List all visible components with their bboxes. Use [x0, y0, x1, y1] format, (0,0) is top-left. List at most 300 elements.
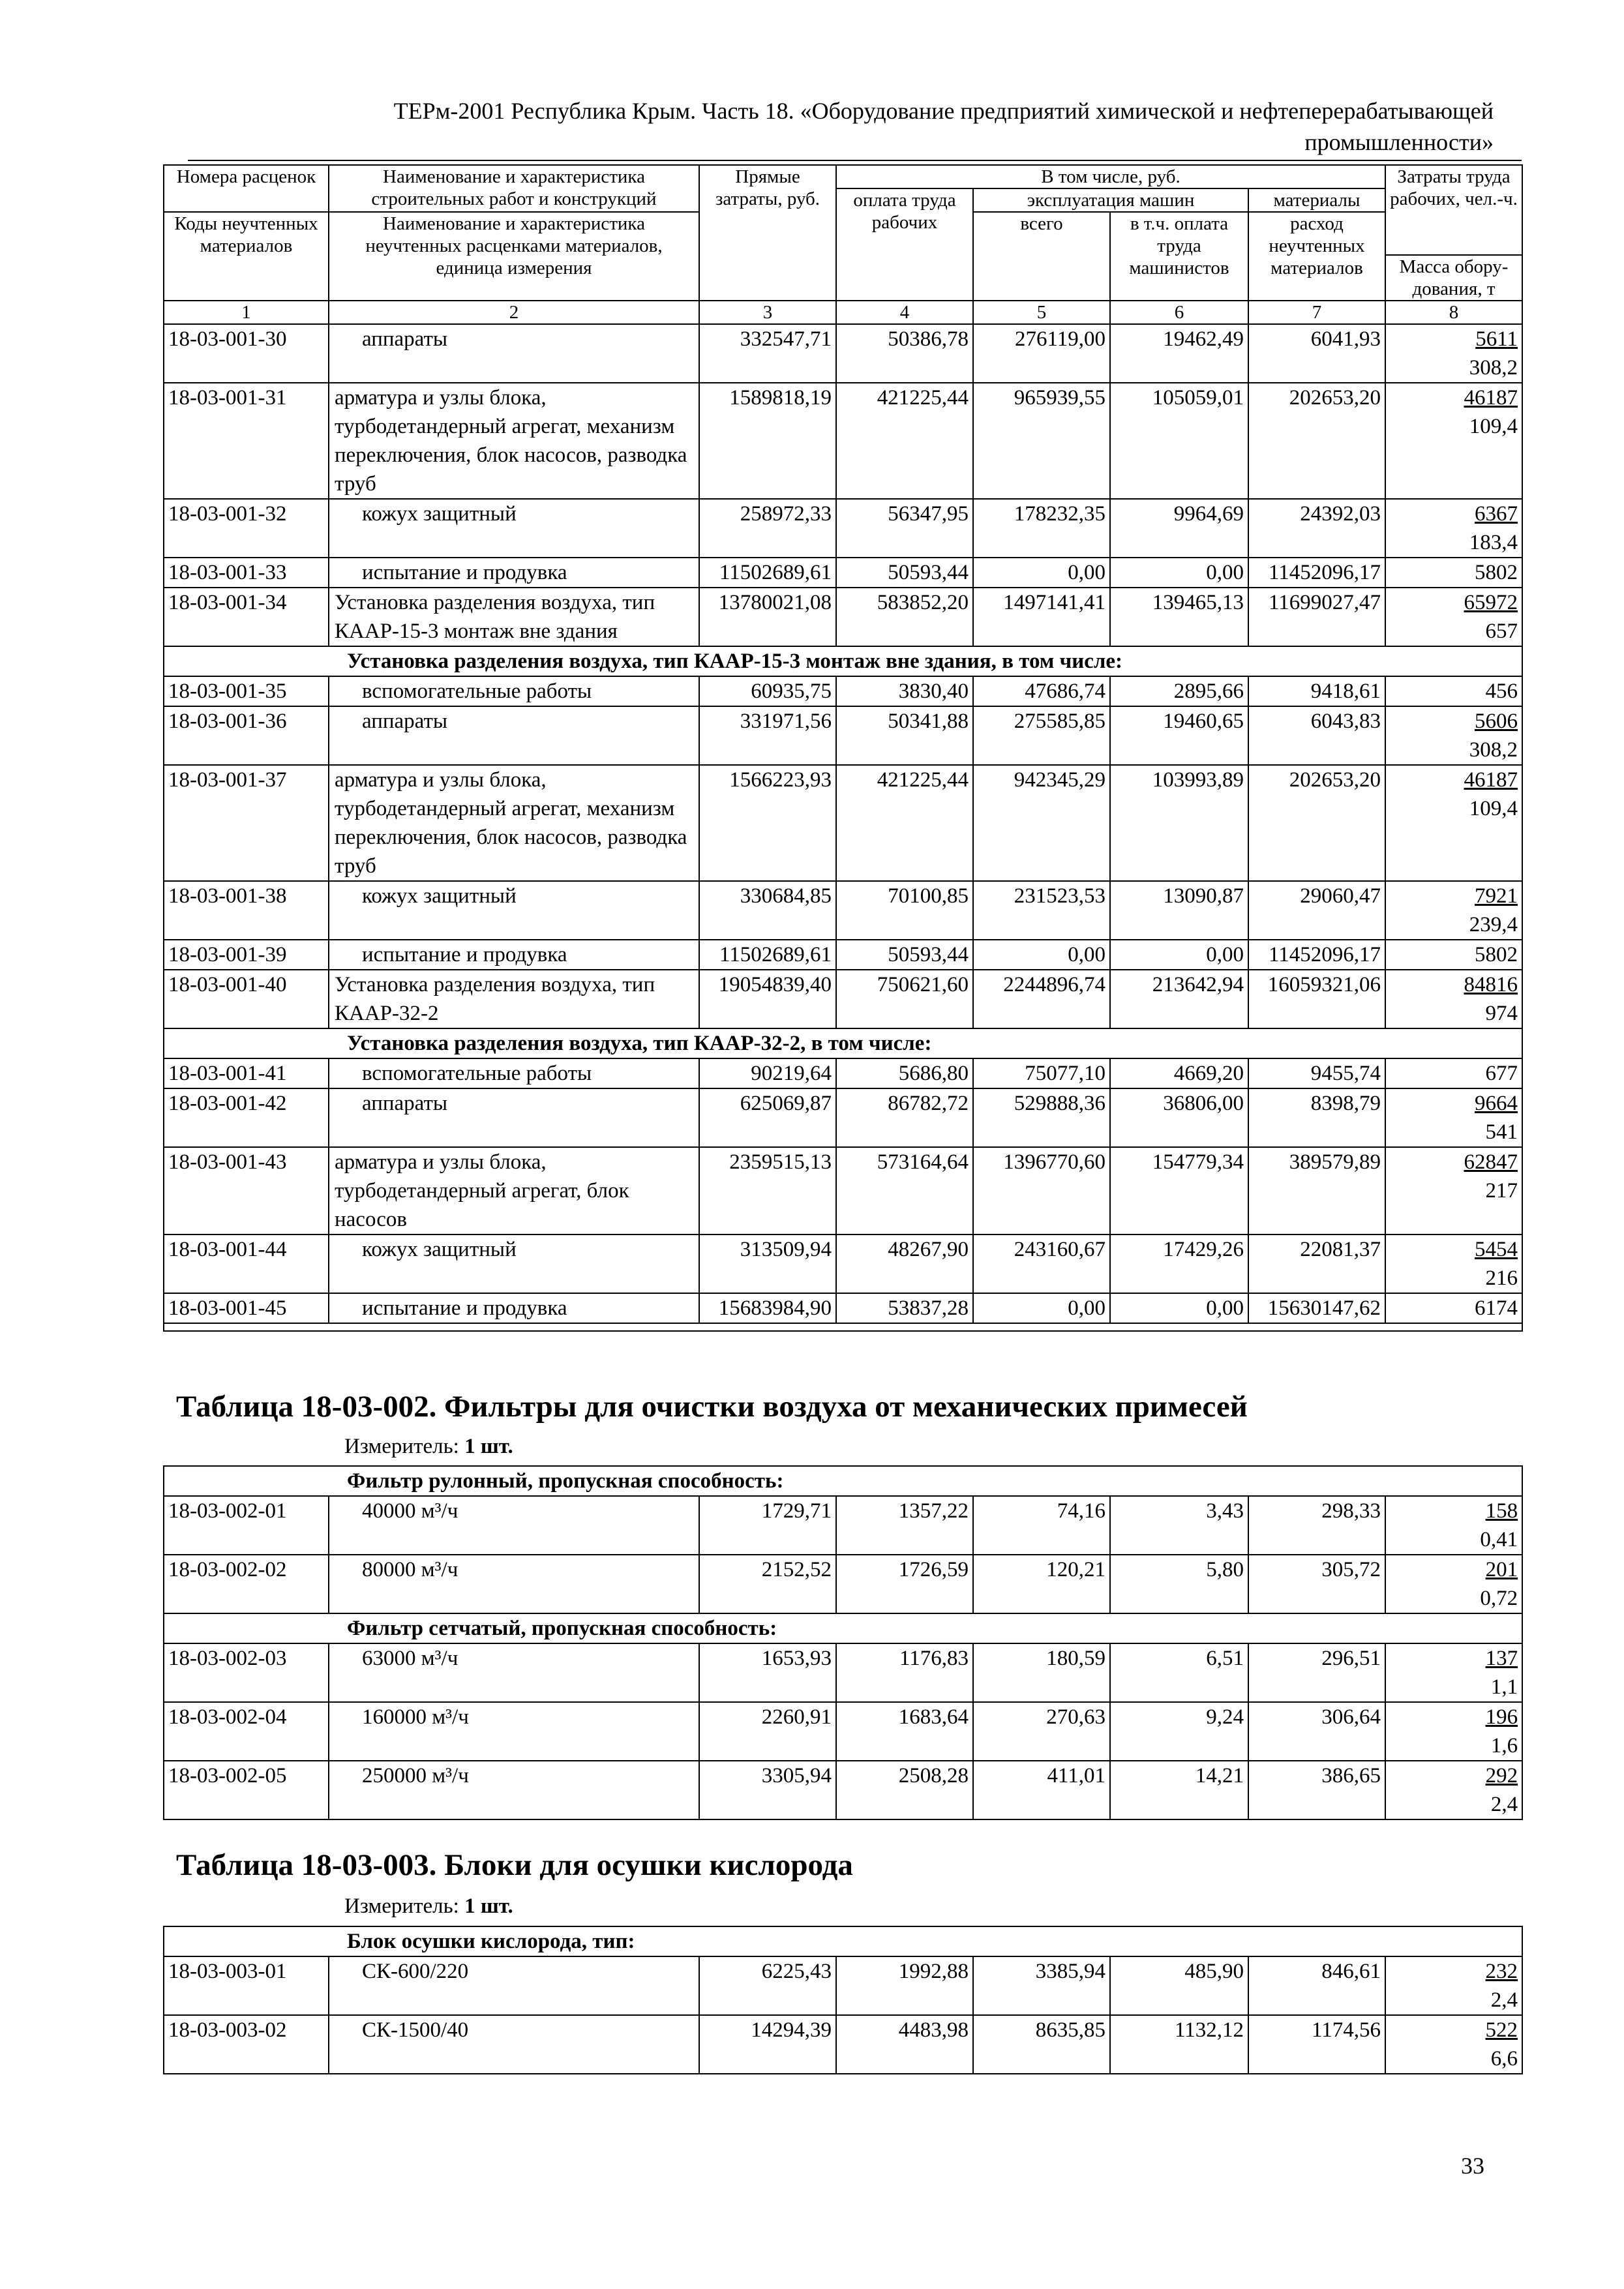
- cost-v5: 74,16: [973, 1496, 1110, 1555]
- cost-v4: 70100,85: [836, 881, 973, 940]
- cost-v6: 103993,89: [1110, 765, 1248, 881]
- cost-v5: 2244896,74: [973, 970, 1110, 1028]
- rate-code: 18-03-002-03: [164, 1643, 329, 1702]
- spacer-cell: [164, 1323, 1522, 1331]
- section-row: [164, 1613, 1522, 1643]
- labor-value: 6367: [1475, 502, 1518, 526]
- cost-v5: 942345,29: [973, 765, 1110, 881]
- col-num: 4: [836, 301, 973, 324]
- table-row: [164, 2015, 1522, 2074]
- labor-value: 677: [1485, 1062, 1518, 1085]
- rate-code: 18-03-001-35: [164, 676, 329, 706]
- labor-value: 158: [1485, 1499, 1518, 1523]
- table-row: [164, 1058, 1522, 1088]
- labor-value: 62847: [1464, 1150, 1518, 1174]
- rate-name: кожух защитный: [329, 499, 699, 558]
- rate-code: 18-03-001-39: [164, 940, 329, 970]
- page-header: [163, 95, 1494, 158]
- table-3-measure: [344, 1894, 513, 1919]
- cost-v4: 2508,28: [836, 1761, 973, 1819]
- cost-v6: 9,24: [1110, 1702, 1248, 1761]
- labor-value: 9664: [1475, 1092, 1518, 1115]
- cost-v4: 573164,64: [836, 1147, 973, 1234]
- labor-mass-cell: [1385, 1761, 1522, 1819]
- rate-code: 18-03-001-36: [164, 706, 329, 765]
- cost-v7: 11452096,17: [1248, 940, 1385, 970]
- table-row: [164, 970, 1522, 1028]
- cost-v7: 24392,03: [1248, 499, 1385, 558]
- labor-mass-cell: [1385, 2015, 1522, 2074]
- cost-v5: 47686,74: [973, 676, 1110, 706]
- section-heading: Установка разделения воздуха, тип КААР-15-3 монтаж вне здания, в том числе:: [164, 646, 1522, 676]
- labor-mass-cell: [1385, 383, 1522, 499]
- cost-v7: 846,61: [1248, 1956, 1385, 2015]
- section-heading: Блок осушки кислорода, тип:: [164, 1926, 1522, 1956]
- cost-v6: 105059,01: [1110, 383, 1248, 499]
- rate-code: 18-03-001-31: [164, 383, 329, 499]
- table-row: [164, 324, 1522, 383]
- labor-mass-cell: [1385, 1496, 1522, 1555]
- rate-code: 18-03-001-30: [164, 324, 329, 383]
- labor-value: 292: [1485, 1764, 1518, 1788]
- cost-v7: 202653,20: [1248, 765, 1385, 881]
- cost-v6: 1132,12: [1110, 2015, 1248, 2074]
- mass-value: 6,6: [1490, 2047, 1518, 2071]
- cost-v7: 8398,79: [1248, 1088, 1385, 1147]
- cost-v4: 48267,90: [836, 1234, 973, 1293]
- rate-name: 63000 м³/ч: [329, 1643, 699, 1702]
- rate-code: 18-03-001-40: [164, 970, 329, 1028]
- table-row: [164, 1496, 1522, 1555]
- cost-v4: 5686,80: [836, 1058, 973, 1088]
- cost-v3: 1589818,19: [699, 383, 836, 499]
- rate-name: 80000 м³/ч: [329, 1555, 699, 1613]
- table-row: [164, 706, 1522, 765]
- rates-table-2: [163, 1465, 1523, 1820]
- cost-v4: 1683,64: [836, 1702, 973, 1761]
- cost-v5: 276119,00: [973, 324, 1110, 383]
- rate-code: 18-03-001-42: [164, 1088, 329, 1147]
- labor-mass-cell: [1385, 1643, 1522, 1702]
- rate-name: арматура и узлы блока, турбодетандерный агрегат, механизм переключения, блок насосов, разводка труб: [329, 383, 699, 499]
- labor-mass-cell: [1385, 940, 1522, 970]
- cost-v4: 56347,95: [836, 499, 973, 558]
- cost-v5: 270,63: [973, 1702, 1110, 1761]
- labor-value: 46187: [1464, 768, 1518, 792]
- cost-v3: 19054839,40: [699, 970, 836, 1028]
- cost-v6: 154779,34: [1110, 1147, 1248, 1234]
- cost-v5: 1396770,60: [973, 1147, 1110, 1234]
- cost-v6: 485,90: [1110, 1956, 1248, 2015]
- table-row: [164, 765, 1522, 881]
- rate-name: СК-600/220: [329, 1956, 699, 2015]
- rate-name: арматура и узлы блока, турбодетандерный агрегат, механизм переключения, блок насосов, разводка труб: [329, 765, 699, 881]
- col-5: всего: [973, 212, 1110, 301]
- mass-value: 0,72: [1480, 1587, 1518, 1610]
- rates-table-1: [163, 164, 1523, 1332]
- cost-v6: 9964,69: [1110, 499, 1248, 558]
- cost-v3: 1653,93: [699, 1643, 836, 1702]
- section-heading: Фильтр сетчатый, пропускная способность:: [164, 1613, 1522, 1643]
- rate-code: 18-03-001-34: [164, 588, 329, 646]
- rate-code: 18-03-001-32: [164, 499, 329, 558]
- cost-v5: 275585,85: [973, 706, 1110, 765]
- cost-v7: 389579,89: [1248, 1147, 1385, 1234]
- cost-v3: 330684,85: [699, 881, 836, 940]
- rate-code: 18-03-003-02: [164, 2015, 329, 2074]
- cost-v7: 16059321,06: [1248, 970, 1385, 1028]
- labor-value: 6174: [1475, 1296, 1518, 1320]
- labor-mass-cell: [1385, 1702, 1522, 1761]
- col-4: оплата труда рабочих: [836, 188, 973, 301]
- labor-mass-cell: [1385, 1058, 1522, 1088]
- mass-value: 1,1: [1490, 1675, 1518, 1699]
- section-heading: Фильтр рулонный, пропускная способность:: [164, 1466, 1522, 1496]
- cost-v3: 90219,64: [699, 1058, 836, 1088]
- cost-v7: 11699027,47: [1248, 588, 1385, 646]
- rate-code: 18-03-001-41: [164, 1058, 329, 1088]
- cost-v5: 178232,35: [973, 499, 1110, 558]
- header-rule: [188, 160, 1522, 161]
- cost-v6: 19462,49: [1110, 324, 1248, 383]
- mass-value: 657: [1485, 620, 1518, 643]
- table-row: [164, 558, 1522, 588]
- col-2-bottom: Наименование и характеристика неучтенных расценками материалов, единица измерения: [329, 212, 699, 301]
- cost-v5: 1497141,41: [973, 588, 1110, 646]
- cost-v7: 298,33: [1248, 1496, 1385, 1555]
- cost-v5: 231523,53: [973, 881, 1110, 940]
- labor-value: 5802: [1475, 561, 1518, 584]
- rate-name: вспомогательные работы: [329, 676, 699, 706]
- cost-v4: 1726,59: [836, 1555, 973, 1613]
- cost-v4: 583852,20: [836, 588, 973, 646]
- col-num: 8: [1385, 301, 1522, 324]
- labor-value: 232: [1485, 1960, 1518, 1983]
- col-num: 1: [164, 301, 329, 324]
- cost-v4: 53837,28: [836, 1293, 973, 1323]
- cost-v6: 19460,65: [1110, 706, 1248, 765]
- mass-value: 183,4: [1469, 531, 1518, 554]
- cost-v7: 15630147,62: [1248, 1293, 1385, 1323]
- cost-v3: 3305,94: [699, 1761, 836, 1819]
- col-num: 5: [973, 301, 1110, 324]
- cost-v3: 2359515,13: [699, 1147, 836, 1234]
- table-row: [164, 1643, 1522, 1702]
- cost-v4: 1176,83: [836, 1643, 973, 1702]
- cost-v5: 120,21: [973, 1555, 1110, 1613]
- labor-mass-cell: [1385, 1555, 1522, 1613]
- table-row: [164, 881, 1522, 940]
- labor-mass-cell: [1385, 1293, 1522, 1323]
- rate-name: кожух защитный: [329, 1234, 699, 1293]
- cost-v3: 332547,71: [699, 324, 836, 383]
- rate-name: 250000 м³/ч: [329, 1761, 699, 1819]
- rate-name: испытание и продувка: [329, 558, 699, 588]
- cost-v6: 139465,13: [1110, 588, 1248, 646]
- labor-mass-cell: [1385, 558, 1522, 588]
- section-row: [164, 1926, 1522, 1956]
- cost-v5: 75077,10: [973, 1058, 1110, 1088]
- cost-v5: 529888,36: [973, 1088, 1110, 1147]
- column-numbers: [164, 301, 1522, 324]
- table-3-body: [164, 1926, 1522, 2074]
- labor-value: 5454: [1475, 1238, 1518, 1261]
- cost-v6: 14,21: [1110, 1761, 1248, 1819]
- cost-v7: 1174,56: [1248, 2015, 1385, 2074]
- mass-value: 0,41: [1480, 1528, 1518, 1551]
- rate-name: аппараты: [329, 324, 699, 383]
- rate-code: 18-03-001-44: [164, 1234, 329, 1293]
- col-materials: материалы: [1248, 188, 1385, 212]
- table-2-title: Таблица 18-03-002. Фильтры для очистки воздуха от механических примесей: [176, 1390, 1248, 1424]
- measure-label: Измеритель:: [344, 1894, 459, 1918]
- cost-v4: 50593,44: [836, 940, 973, 970]
- labor-mass-cell: [1385, 970, 1522, 1028]
- cost-v7: 29060,47: [1248, 881, 1385, 940]
- labor-mass-cell: [1385, 1234, 1522, 1293]
- rate-code: 18-03-001-33: [164, 558, 329, 588]
- table-2-measure: [344, 1435, 513, 1459]
- labor-value: 46187: [1464, 386, 1518, 410]
- rate-name: 40000 м³/ч: [329, 1496, 699, 1555]
- table-3-title: Таблица 18-03-003. Блоки для осушки кислорода: [176, 1848, 853, 1882]
- col-num: 7: [1248, 301, 1385, 324]
- col-6: в т.ч. оплата труда машинистов: [1110, 212, 1248, 301]
- cost-v6: 6,51: [1110, 1643, 1248, 1702]
- rate-code: 18-03-002-02: [164, 1555, 329, 1613]
- rate-name: аппараты: [329, 1088, 699, 1147]
- table-row: [164, 1088, 1522, 1147]
- cost-v7: 6041,93: [1248, 324, 1385, 383]
- cost-v4: 421225,44: [836, 765, 973, 881]
- col-8-top: Затраты труда рабочих, чел.-ч.: [1385, 165, 1522, 255]
- rate-name: аппараты: [329, 706, 699, 765]
- cost-v4: 50341,88: [836, 706, 973, 765]
- table-row: [164, 1761, 1522, 1819]
- rate-code: 18-03-001-43: [164, 1147, 329, 1234]
- rate-code: 18-03-003-01: [164, 1956, 329, 2015]
- cost-v4: 3830,40: [836, 676, 973, 706]
- cost-v4: 50593,44: [836, 558, 973, 588]
- mass-value: 217: [1485, 1179, 1518, 1203]
- table-1-body: [164, 324, 1522, 1331]
- cost-v5: 411,01: [973, 1761, 1110, 1819]
- mass-value: 109,4: [1469, 797, 1518, 820]
- cost-v7: 22081,37: [1248, 1234, 1385, 1293]
- labor-value: 5802: [1475, 943, 1518, 966]
- cost-v3: 11502689,61: [699, 940, 836, 970]
- cost-v5: 0,00: [973, 558, 1110, 588]
- table-row: [164, 1293, 1522, 1323]
- col-7: расход неучтенных материалов: [1248, 212, 1385, 301]
- mass-value: 308,2: [1469, 356, 1518, 380]
- cost-v7: 305,72: [1248, 1555, 1385, 1613]
- mass-value: 2,4: [1490, 1793, 1518, 1816]
- cost-v6: 17429,26: [1110, 1234, 1248, 1293]
- cost-v3: 15683984,90: [699, 1293, 836, 1323]
- measure-label: Измеритель:: [344, 1435, 459, 1458]
- section-row: [164, 646, 1522, 676]
- labor-value: 456: [1485, 680, 1518, 703]
- mass-value: 974: [1485, 1002, 1518, 1025]
- cost-v6: 36806,00: [1110, 1088, 1248, 1147]
- col-num: 3: [699, 301, 836, 324]
- rate-name: вспомогательные работы: [329, 1058, 699, 1088]
- mass-value: 216: [1485, 1266, 1518, 1290]
- cost-v7: 306,64: [1248, 1702, 1385, 1761]
- col-incl: В том числе, руб.: [836, 165, 1385, 188]
- rate-name: кожух защитный: [329, 881, 699, 940]
- labor-mass-cell: [1385, 881, 1522, 940]
- cost-v4: 1357,22: [836, 1496, 973, 1555]
- table-row: [164, 499, 1522, 558]
- cost-v7: 9418,61: [1248, 676, 1385, 706]
- labor-mass-cell: [1385, 676, 1522, 706]
- rate-code: 18-03-001-38: [164, 881, 329, 940]
- rates-table-3: [163, 1926, 1523, 2074]
- table-row: [164, 940, 1522, 970]
- cost-v7: 11452096,17: [1248, 558, 1385, 588]
- cost-v5: 965939,55: [973, 383, 1110, 499]
- cost-v6: 0,00: [1110, 558, 1248, 588]
- labor-value: 65972: [1464, 591, 1518, 614]
- labor-value: 137: [1485, 1647, 1518, 1670]
- cost-v7: 386,65: [1248, 1761, 1385, 1819]
- cost-v3: 60935,75: [699, 676, 836, 706]
- table-2-body: [164, 1466, 1522, 1819]
- cost-v3: 13780021,08: [699, 588, 836, 646]
- mass-value: 1,6: [1490, 1734, 1518, 1758]
- labor-mass-cell: [1385, 1088, 1522, 1147]
- cost-v3: 2152,52: [699, 1555, 836, 1613]
- cost-v6: 13090,87: [1110, 881, 1248, 940]
- cost-v4: 4483,98: [836, 2015, 973, 2074]
- col-3: Прямые затраты, руб.: [699, 165, 836, 301]
- cost-v6: 3,43: [1110, 1496, 1248, 1555]
- table-1-bottom-spacer: [164, 1323, 1522, 1331]
- table-row: [164, 676, 1522, 706]
- cost-v7: 6043,83: [1248, 706, 1385, 765]
- mass-value: 239,4: [1469, 913, 1518, 936]
- table-row: [164, 1555, 1522, 1613]
- cost-v3: 6225,43: [699, 1956, 836, 2015]
- col-2-top: Наименование и характеристика строительных работ и конструкций: [329, 165, 699, 212]
- cost-v6: 213642,94: [1110, 970, 1248, 1028]
- labor-mass-cell: [1385, 499, 1522, 558]
- labor-mass-cell: [1385, 1147, 1522, 1234]
- col-8-bottom: Масса обору-дования, т: [1385, 255, 1522, 301]
- measure-value: 1 шт.: [464, 1894, 513, 1918]
- rate-name: Установка разделения воздуха, тип КААР-32-2: [329, 970, 699, 1028]
- cost-v6: 5,80: [1110, 1555, 1248, 1613]
- rate-name: 160000 м³/ч: [329, 1702, 699, 1761]
- cost-v4: 750621,60: [836, 970, 973, 1028]
- cost-v6: 0,00: [1110, 940, 1248, 970]
- labor-value: 84816: [1464, 973, 1518, 996]
- labor-value: 522: [1485, 2018, 1518, 2042]
- cost-v4: 1992,88: [836, 1956, 973, 2015]
- cost-v3: 11502689,61: [699, 558, 836, 588]
- labor-mass-cell: [1385, 324, 1522, 383]
- col-machines: эксплуатация машин: [973, 188, 1248, 212]
- cost-v6: 2895,66: [1110, 676, 1248, 706]
- cost-v5: 3385,94: [973, 1956, 1110, 2015]
- labor-mass-cell: [1385, 1956, 1522, 2015]
- measure-value: 1 шт.: [464, 1435, 513, 1458]
- header-line-1: ТЕРм-2001 Республика Крым. Часть 18. «Оборудование предприятий химической и нефтеперерабатывающей: [393, 98, 1494, 124]
- cost-v5: 0,00: [973, 1293, 1110, 1323]
- cost-v3: 331971,56: [699, 706, 836, 765]
- labor-value: 5606: [1475, 710, 1518, 733]
- cost-v3: 313509,94: [699, 1234, 836, 1293]
- table-row: [164, 1147, 1522, 1234]
- labor-value: 5611: [1475, 327, 1518, 351]
- cost-v4: 50386,78: [836, 324, 973, 383]
- cost-v4: 86782,72: [836, 1088, 973, 1147]
- col-num: 6: [1110, 301, 1248, 324]
- mass-value: 541: [1485, 1120, 1518, 1144]
- cost-v4: 421225,44: [836, 383, 973, 499]
- labor-value: 201: [1485, 1558, 1518, 1581]
- rate-code: 18-03-002-01: [164, 1496, 329, 1555]
- labor-mass-cell: [1385, 588, 1522, 646]
- header-line-2: промышленности»: [1304, 129, 1494, 155]
- cost-v5: 8635,85: [973, 2015, 1110, 2074]
- cost-v7: 296,51: [1248, 1643, 1385, 1702]
- rate-name: испытание и продувка: [329, 940, 699, 970]
- mass-value: 2,4: [1490, 1988, 1518, 2012]
- cost-v5: 180,59: [973, 1643, 1110, 1702]
- cost-v5: 0,00: [973, 940, 1110, 970]
- labor-mass-cell: [1385, 765, 1522, 881]
- rate-name: СК-1500/40: [329, 2015, 699, 2074]
- table-row: [164, 1234, 1522, 1293]
- cost-v7: 9455,74: [1248, 1058, 1385, 1088]
- rate-code: 18-03-002-04: [164, 1702, 329, 1761]
- rate-name: Установка разделения воздуха, тип КААР-15-3 монтаж вне здания: [329, 588, 699, 646]
- cost-v3: 2260,91: [699, 1702, 836, 1761]
- cost-v3: 625069,87: [699, 1088, 836, 1147]
- col-1-bottom: Коды неучтенных материалов: [164, 212, 329, 301]
- section-heading: Установка разделения воздуха, тип КААР-32-2, в том числе:: [164, 1028, 1522, 1058]
- page-number: 33: [1461, 2153, 1484, 2179]
- table-header: [164, 165, 1522, 324]
- cost-v3: 1729,71: [699, 1496, 836, 1555]
- cost-v5: 243160,67: [973, 1234, 1110, 1293]
- table-row: [164, 1702, 1522, 1761]
- col-1-top: Номера расценок: [164, 165, 329, 212]
- cost-v3: 258972,33: [699, 499, 836, 558]
- cost-v7: 202653,20: [1248, 383, 1385, 499]
- table-row: [164, 1956, 1522, 2015]
- rate-code: 18-03-001-45: [164, 1293, 329, 1323]
- mass-value: 308,2: [1469, 738, 1518, 762]
- cost-v6: 4669,20: [1110, 1058, 1248, 1088]
- table-row: [164, 383, 1522, 499]
- cost-v3: 14294,39: [699, 2015, 836, 2074]
- section-row: [164, 1028, 1522, 1058]
- cost-v3: 1566223,93: [699, 765, 836, 881]
- labor-value: 196: [1485, 1705, 1518, 1729]
- mass-value: 109,4: [1469, 415, 1518, 438]
- rate-name: арматура и узлы блока, турбодетандерный агрегат, блок насосов: [329, 1147, 699, 1234]
- cost-v6: 0,00: [1110, 1293, 1248, 1323]
- col-num: 2: [329, 301, 699, 324]
- rate-name: испытание и продувка: [329, 1293, 699, 1323]
- rate-code: 18-03-002-05: [164, 1761, 329, 1819]
- labor-mass-cell: [1385, 706, 1522, 765]
- table-row: [164, 588, 1522, 646]
